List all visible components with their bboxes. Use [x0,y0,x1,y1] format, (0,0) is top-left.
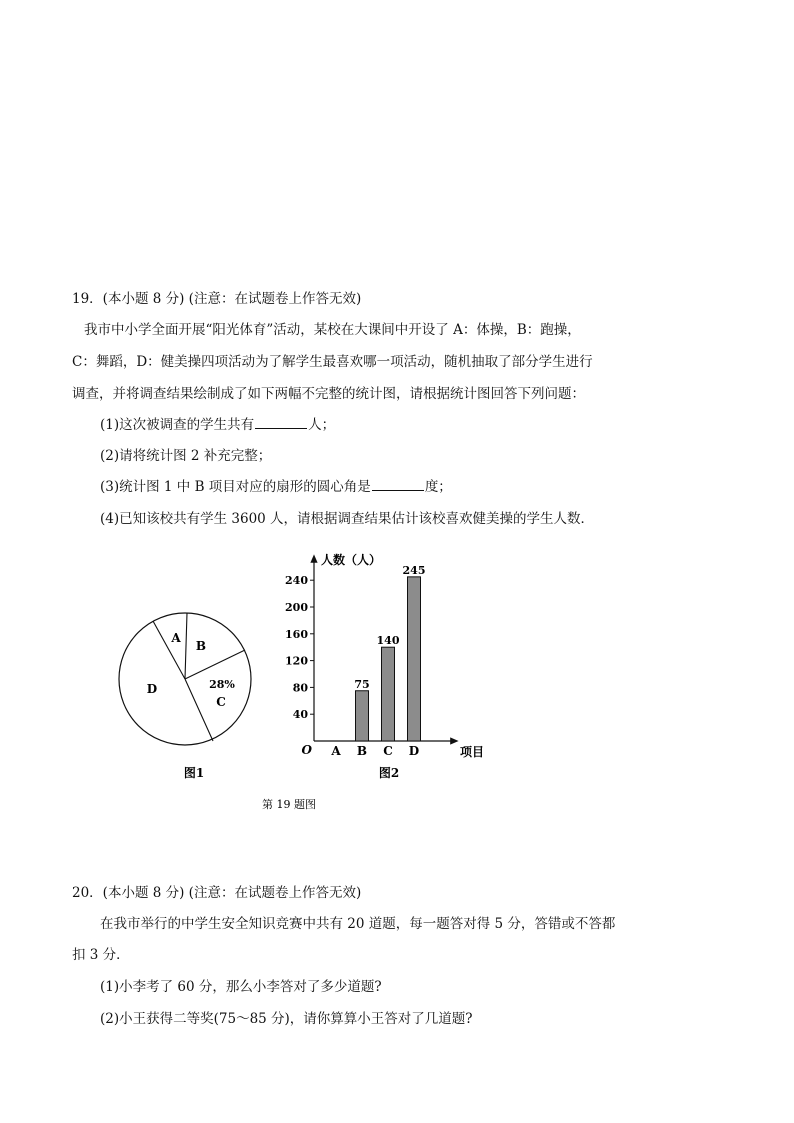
q20-para-line-1: 在我市举行的中学生安全知识竞赛中共有 20 道题，每一题答对得 5 分，答错或不答都 [100,916,616,932]
y-tick-label: 240 [285,574,308,588]
y-axis-title: 人数（人） [321,553,382,567]
q19-para-line-2: C：舞蹈，D：健美操四项活动为了解学生最喜欢哪一项活动，随机抽取了部分学生进行 [72,354,593,370]
q19-subquestion-4: (4)已知该校共有学生 3600 人，请根据调查结果估计该校喜欢健美操的学生人数． [100,511,595,527]
x-category-label-b: B [356,744,368,758]
bar-b [356,691,369,741]
bar-d [408,577,421,741]
pie-label-d: D [146,682,158,696]
pie-divider-a-d [153,621,185,679]
q19-sub3-text: (3)统计图 1 中 B 项目对应的扇形的圆心角是 [100,479,371,495]
figure-caption: 第 19 题图 [262,798,316,810]
q20-para-line-2: 扣 3 分． [72,947,130,963]
pie-label-b: B [195,639,207,653]
bar-c [382,647,395,741]
bar-caption: 图2 [378,766,400,780]
q19-para-line-1: 我市中小学全面开展“阳光体育”活动，某校在大课间中开设了 A：体操，B：跑操， [84,322,581,338]
figure-19 [0,540,794,810]
answer-blank [255,416,307,429]
q20-subquestion-1: (1)小李考了 60 分，那么小李答对了多少道题? [100,979,382,995]
origin-label: O [301,743,312,757]
q19-subquestion-2: (2)请将统计图 2 补充完整； [100,448,272,464]
pie-caption: 图1 [183,766,205,780]
bar-value-label-b: 75 [354,677,370,691]
y-tick-label: 120 [285,654,308,668]
bar-chart [285,552,484,780]
q20-subquestion-2: (2)小王获得二等奖(75～85 分)，请你算算小王答对了几道题? [100,1011,473,1027]
bar-value-label-c: 140 [376,634,400,648]
q19-sub3-unit: 度； [424,479,452,495]
q19-sub1-unit: 人； [308,417,336,433]
x-category-label-c: C [383,744,393,758]
x-category-label-a: A [331,744,341,758]
q19-subquestion-3 [100,478,452,496]
x-category-label-d: D [408,744,420,758]
q19-header: 19．(本小题 8 分) (注意：在试题卷上作答无效) [72,291,362,307]
q19-para-line-3: 调查，并将调查结果绘制成了如下两幅不完整的统计图，请根据统计图回答下列问题： [72,386,585,402]
y-tick-label: 80 [292,681,308,695]
y-tick-label: 200 [285,601,308,614]
x-axis-title: 项目 [460,745,485,759]
q20-header: 20．(本小题 8 分) (注意：在试题卷上作答无效) [72,885,362,901]
q19-subquestion-1 [100,416,335,434]
pie-percent-c: 28% [209,678,235,691]
y-tick-label: 40 [292,708,308,722]
q19-sub1-text: (1)这次被调查的学生共有 [100,417,255,433]
pie-chart [119,613,251,780]
pie-divider-b-c [185,650,245,679]
answer-blank [372,478,424,491]
pie-divider-a-b [185,613,187,679]
pie-label-c: C [216,695,226,709]
pie-label-a: A [171,631,181,645]
y-tick-label: 160 [285,627,308,641]
bar-value-label-d: 245 [402,563,426,577]
